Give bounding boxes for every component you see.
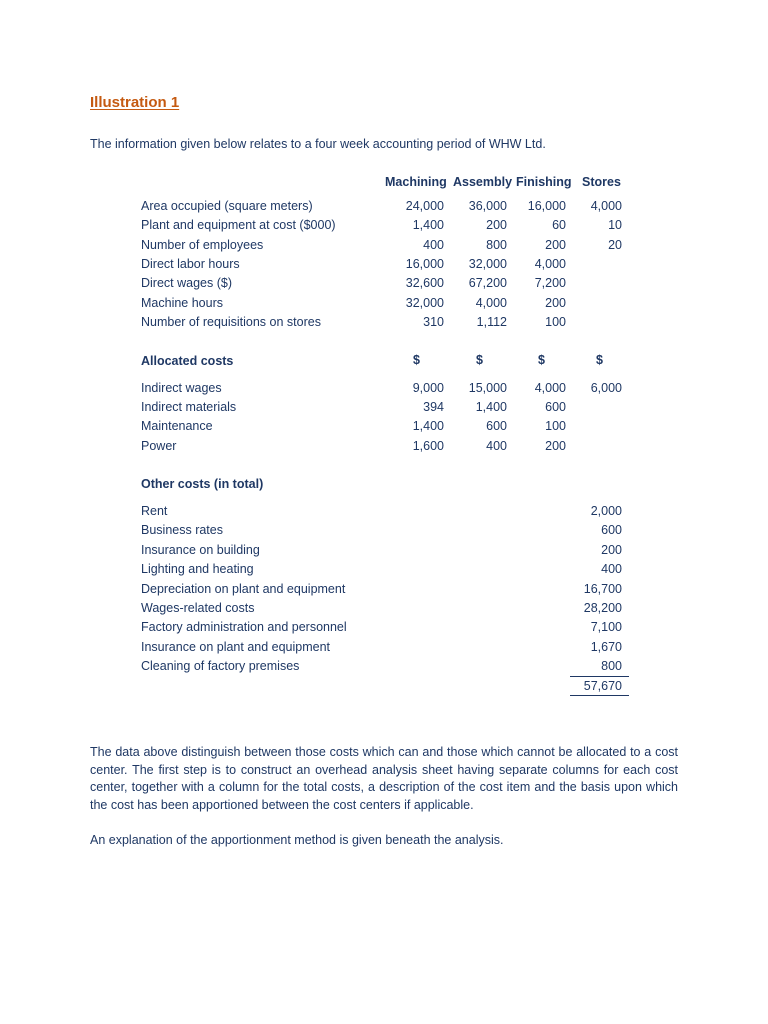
currency-label: $ xyxy=(538,353,545,367)
cell-value: 200 xyxy=(545,439,566,453)
total-top-rule xyxy=(570,676,629,677)
row-label: Number of employees xyxy=(141,238,264,252)
row-label: Lighting and heating xyxy=(141,562,254,576)
cell-value: 600 xyxy=(545,400,566,414)
table-row xyxy=(0,218,768,236)
cell-value: 7,100 xyxy=(590,620,622,634)
cell-value: 600 xyxy=(601,523,622,537)
currency-label: $ xyxy=(476,353,483,367)
row-label: Rent xyxy=(141,504,168,518)
other-costs-total: 57,670 xyxy=(583,679,622,693)
row-label: Area occupied (square meters) xyxy=(141,199,313,213)
cell-value: 32,000 xyxy=(468,257,507,271)
list-item xyxy=(0,601,768,619)
table-row xyxy=(0,381,768,399)
cell-value: 1,400 xyxy=(412,419,444,433)
row-label: Number of requisitions on stores xyxy=(141,315,321,329)
cell-value: 400 xyxy=(601,562,622,576)
row-label: Direct wages ($) xyxy=(141,276,232,290)
table-row xyxy=(0,199,768,217)
table-row xyxy=(0,419,768,437)
cell-value: 4,000 xyxy=(475,296,507,310)
cell-value: 310 xyxy=(423,315,444,329)
row-label: Wages-related costs xyxy=(141,601,255,615)
cell-value: 1,600 xyxy=(412,439,444,453)
cell-value: 16,000 xyxy=(527,199,566,213)
column-header-finishing: Finishing xyxy=(516,175,572,189)
cell-value: 24,000 xyxy=(405,199,444,213)
cell-value: 800 xyxy=(601,659,622,673)
cell-value: 1,112 xyxy=(476,315,507,329)
table-row xyxy=(0,315,768,333)
table-row xyxy=(0,238,768,256)
total-bottom-rule xyxy=(570,695,629,696)
cell-value: 4,000 xyxy=(590,199,622,213)
list-item xyxy=(0,582,768,600)
cell-value: 36,000 xyxy=(468,199,507,213)
cell-value: 9,000 xyxy=(412,381,444,395)
cell-value: 28,200 xyxy=(583,601,622,615)
cell-value: 6,000 xyxy=(590,381,622,395)
table-row xyxy=(0,439,768,457)
cell-value: 100 xyxy=(545,315,566,329)
table-row xyxy=(0,400,768,418)
row-label: Indirect wages xyxy=(141,381,222,395)
row-label: Indirect materials xyxy=(141,400,237,414)
row-label: Plant and equipment at cost ($000) xyxy=(141,218,336,232)
cell-value: 400 xyxy=(423,238,444,252)
cell-value: 32,600 xyxy=(405,276,444,290)
cell-value: 200 xyxy=(601,543,622,557)
list-item xyxy=(0,543,768,561)
row-label: Insurance on building xyxy=(141,543,260,557)
row-label: Cleaning of factory premises xyxy=(141,659,300,673)
table-row xyxy=(0,257,768,275)
allocated-costs-heading: Allocated costs xyxy=(141,354,234,368)
cell-value: 200 xyxy=(545,238,566,252)
row-label: Business rates xyxy=(141,523,223,537)
cell-value: 10 xyxy=(608,218,622,232)
list-item xyxy=(0,562,768,580)
currency-label: $ xyxy=(596,353,603,367)
note-paragraph: An explanation of the apportionment method is given beneath the analysis. xyxy=(90,833,504,847)
cell-value: 800 xyxy=(486,238,507,252)
row-label: Insurance on plant and equipment xyxy=(141,640,331,654)
list-item xyxy=(0,659,768,677)
row-label: Factory administration and personnel xyxy=(141,620,347,634)
cell-value: 1,400 xyxy=(412,218,444,232)
cell-value: 67,200 xyxy=(468,276,507,290)
cell-value: 600 xyxy=(486,419,507,433)
other-costs-heading: Other costs (in total) xyxy=(141,477,264,491)
row-label: Power xyxy=(141,439,177,453)
cell-value: 16,700 xyxy=(583,582,622,596)
cell-value: 400 xyxy=(486,439,507,453)
list-item xyxy=(0,523,768,541)
cell-value: 200 xyxy=(486,218,507,232)
cell-value: 2,000 xyxy=(590,504,622,518)
cell-value: 15,000 xyxy=(468,381,507,395)
cell-value: 60 xyxy=(552,218,566,232)
column-header-machining: Machining xyxy=(385,175,447,189)
list-item xyxy=(0,620,768,638)
list-item xyxy=(0,504,768,522)
cell-value: 394 xyxy=(423,400,444,414)
page-title: Illustration 1 xyxy=(90,94,180,111)
row-label: Machine hours xyxy=(141,296,223,310)
cell-value: 1,670 xyxy=(590,640,622,654)
cell-value: 16,000 xyxy=(405,257,444,271)
row-label: Maintenance xyxy=(141,419,213,433)
cell-value: 200 xyxy=(545,296,566,310)
row-label: Direct labor hours xyxy=(141,257,240,271)
cell-value: 4,000 xyxy=(534,257,566,271)
cell-value: 100 xyxy=(545,419,566,433)
currency-label: $ xyxy=(413,353,420,367)
cell-value: 7,200 xyxy=(534,276,566,290)
cell-value: 4,000 xyxy=(534,381,566,395)
row-label: Depreciation on plant and equipment xyxy=(141,582,346,596)
list-item xyxy=(0,640,768,658)
intro-text: The information given below relates to a four week accounting period of WHW Ltd. xyxy=(90,137,546,151)
column-header-stores: Stores xyxy=(582,175,621,189)
cell-value: 32,000 xyxy=(405,296,444,310)
explanation-paragraph: The data above distinguish between those costs which can and those which cannot be allocated to a cost center. The first step is to construct an overhead analysis sheet having separate columns for each cost center, together with a column for the total costs, a description of the cost item and the basis upon which the cost has been apportioned between the cost centers if applicable. xyxy=(90,745,678,812)
cell-value: 1,400 xyxy=(475,400,507,414)
column-header-assembly: Assembly xyxy=(453,175,513,189)
cell-value: 20 xyxy=(608,238,622,252)
table-row xyxy=(0,276,768,294)
table-row xyxy=(0,296,768,314)
